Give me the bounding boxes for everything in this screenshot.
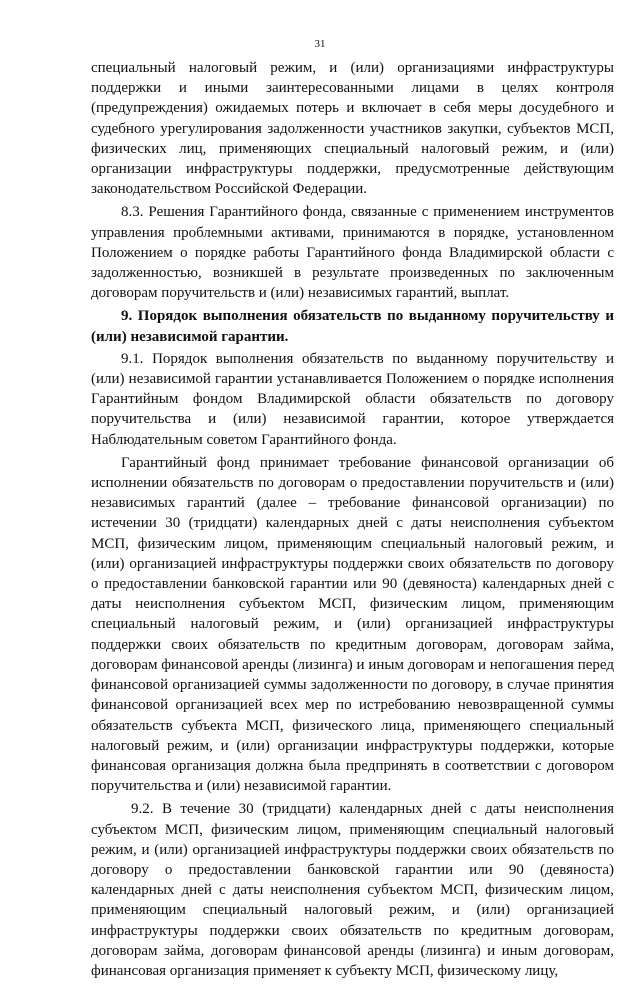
- paragraph-continuation: специальный налоговый режим, и (или) организациями инфраструктуры поддержки и иными заинтересованными лицами в целях контроля (предупреждения) ожидаемых потерь и включает в себя меры досудебного и судебного урегулирования задолженности участников закупки, субъектов МСП, физических лиц, применяющих специальный налоговый режим, и (или) организации инфраструктуры поддержки, предусмотренные действующим законодательством Российской Федерации.: [91, 60, 614, 198]
- paragraph-guarantee-fund-requirement: Гарантийный фонд принимает требование финансовой организации об исполнении обязательств по договорам о предоставлении поручительств и (или) независимых гарантий (далее – требование финансовой организации) по истечении 30 (тридцати) календарных дней с даты неисполнения субъектом МСП, физическим лицом, применяющим специальный налоговый режим, и (или) организацией инфраструктуры поддержки своих обязательств по договору о предоставлении банковской гарантии или 90 (девяноста) календарных дней с даты неисполнения субъектом МСП, физическим лицом, применяющим специальный налоговый режим, и (или) организацией инфраструктуры поддержки своих обязательств по кредитным договорам, договорам займа, договорам финансовой аренды (лизинга) и иным договорам и непогашения перед финансовой организацией суммы задолженности по договору, в случае принятия финансовой организацией всех мер по истребованию невозвращенной суммы обязательств субъекта МСП, физического лица, применяющего специальный налоговый режим, и (или) организации инфраструктуры поддержки, которые финансовая организация должна была предпринять в соответствии с договором поручительства и (или) независимой гарантии.: [91, 454, 614, 795]
- paragraph-9-2: 9.2. В течение 30 (тридцати) календарных дней с даты неисполнения субъектом МСП, физическим лицом, применяющим специальный налоговый режим, и (или) организацией инфраструктуры поддержки своих обязательств по договору о предоставлении банковской гарантии или 90 (девяноста) календарных дней с даты неисполнения субъектом МСП, физическим лицом, применяющим специальный налоговый режим, и (или) организацией инфраструктуры поддержки своих обязательств по кредитным договорам, договорам займа, договорам финансовой аренды (лизинга) и иным договорам, финансовая организация применяет к субъекту МСП, физическому лицу,: [91, 801, 614, 979]
- paragraph-9-1: 9.1. Порядок выполнения обязательств по выданному поручительству и (или) независимой гарантии устанавливается Положением о порядке исполнения Гарантийным фондом Владимирской области обязательств по договору поручительства и (или) независимой гарантии, которое утверждается Наблюдательным советом Гарантийного фонда.: [91, 350, 614, 448]
- section-heading-9: 9. Порядок выполнения обязательств по выданному поручительству и (или) независимой гарантии.: [91, 308, 614, 345]
- document-body: [91, 58, 614, 984]
- page-number: 31: [314, 38, 326, 50]
- paragraph-8-3: 8.3. Решения Гарантийного фонда, связанные с применением инструментов управления проблемными активами, принимаются в порядке, установленном Положением о порядке работы Гарантийного фонда Владимирской области с задолженностью, возникшей в результате произведенных по заключенным договорам поручительств и (или) независимых гарантий, выплат.: [91, 204, 614, 302]
